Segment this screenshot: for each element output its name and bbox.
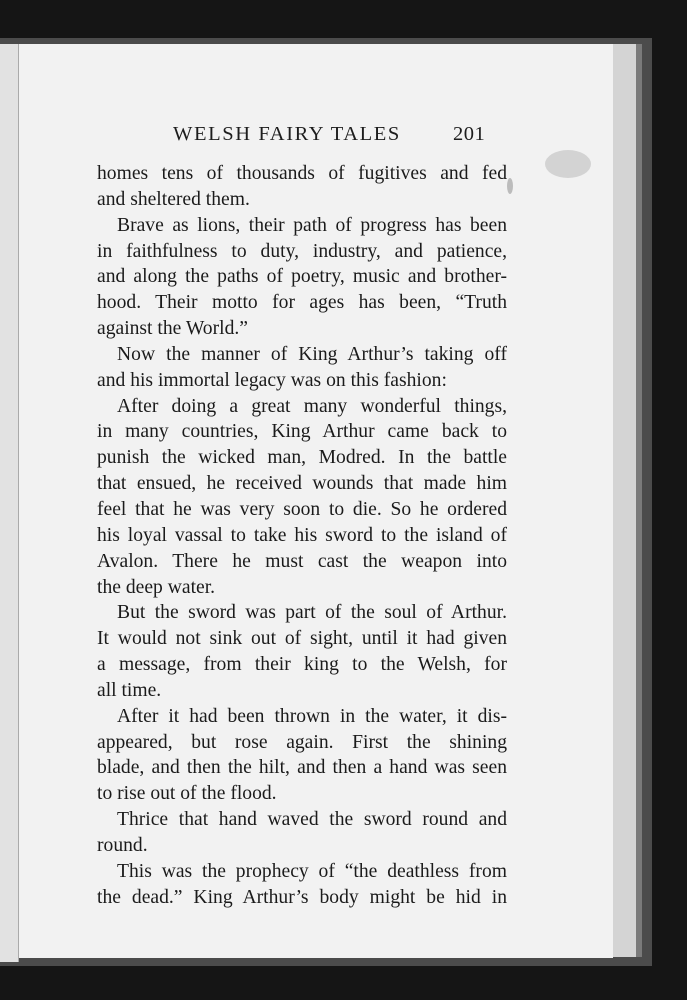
text-line: in faithfulness to duty, industry, and patience, [97,240,507,262]
cover-edge [636,44,642,957]
text-line: It would not sink out of sight, until it had given [97,628,507,650]
paragraph [97,213,507,342]
text-line: all time. [97,679,162,701]
text-line: against the World.” [97,318,248,340]
text-line: feel that he was very soon to die. So he ordered [97,498,507,520]
paragraph [97,394,507,601]
text-line: blade, and then the hilt, and then a hand was seen [97,757,507,779]
paragraph [97,807,507,859]
paragraph [97,342,507,394]
text-line: the dead.” King Arthur’s body might be hid in [97,886,507,908]
paragraph [97,859,507,911]
page-stack-edge [612,44,637,957]
paragraph [97,161,507,213]
body-text [97,161,507,910]
text-line: Avalon. There he must cast the weapon into [97,550,507,572]
text-line: Now the manner of King Arthur’s taking off [117,343,507,365]
page-header [19,123,613,153]
text-line: round. [97,834,148,856]
book-page [19,44,613,958]
paper-stain [545,150,591,178]
text-line: After it had been thrown in the water, it dis- [117,705,507,727]
text-line: and along the paths of poetry, music and brother- [97,266,507,288]
text-line: and sheltered them. [97,188,250,210]
text-line: Thrice that hand waved the sword round and [117,809,507,831]
text-line: Brave as lions, their path of progress has been [117,214,507,236]
text-line: punish the wicked man, Modred. In the battle [97,447,507,469]
paper-stain [507,178,513,194]
page-number: 201 [453,123,486,145]
text-line: his loyal vassal to take his sword to the island of [97,524,507,546]
text-line: After doing a great many wonderful things, [117,395,507,417]
text-line: This was the prophecy of “the deathless from [117,860,507,882]
text-line: homes tens of thousands of fugitives and fed [97,163,507,184]
text-line: that ensued, he received wounds that made him [97,473,507,495]
facing-page-edge [0,44,19,962]
text-line: hood. Their motto for ages has been, “Truth [97,292,507,314]
text-line: and his immortal legacy was on this fashion: [97,369,447,391]
paragraph [97,704,507,807]
text-line: a message, from their king to the Welsh, for [97,654,507,676]
text-line: in many countries, King Arthur came back to [97,421,507,443]
text-line: the deep water. [97,576,216,598]
paragraph [97,600,507,703]
running-title: WELSH FAIRY TALES [173,123,401,145]
text-line: But the sword was part of the soul of Arthur. [117,602,507,624]
text-line: appeared, but rose again. First the shining [97,731,507,753]
text-line: to rise out of the flood. [97,783,277,805]
